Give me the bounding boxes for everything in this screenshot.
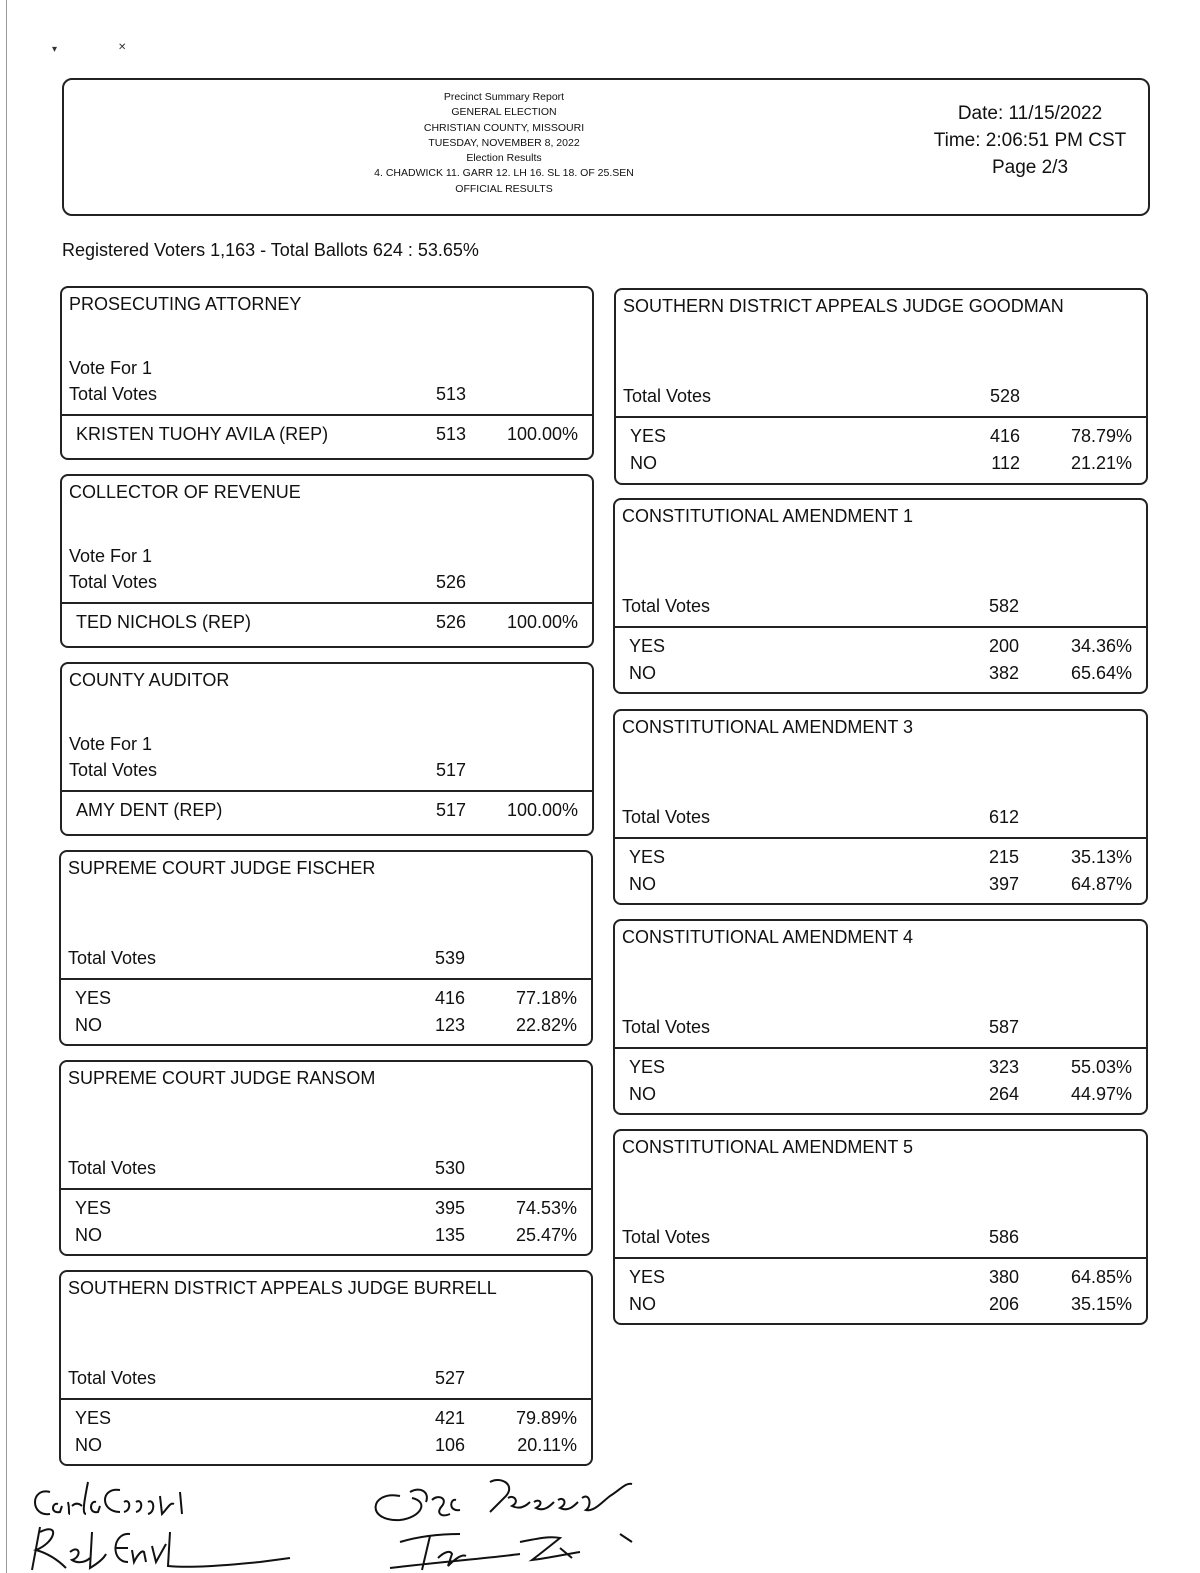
- choice-percent: 100.00%: [506, 424, 578, 444]
- choice-votes: 206: [988, 1294, 1019, 1314]
- choice-percent: 77.18%: [515, 988, 577, 1008]
- choice-row: [629, 1267, 1132, 1293]
- choice-label: YES: [75, 1198, 112, 1218]
- choice-percent: 65.64%: [1070, 663, 1132, 683]
- signatures: [20, 1462, 660, 1573]
- choice-row: [75, 1435, 577, 1461]
- choice-row: [629, 663, 1132, 689]
- divider: [59, 1398, 593, 1400]
- choice-label: NO: [630, 453, 657, 473]
- choice-row: [76, 612, 578, 638]
- report-title-block: [314, 90, 694, 197]
- race-box-constitutional-amendment-4: [613, 919, 1148, 1115]
- total-votes-value: 528: [989, 386, 1020, 406]
- precinct-list: 4. CHADWICK 11. GARR 12. LH 16. SL 18. OF 25.SEN: [374, 167, 634, 180]
- choice-votes: 200: [988, 636, 1019, 656]
- race-box-supreme-court-judge-ransom: [59, 1060, 593, 1256]
- choice-percent: 74.53%: [515, 1198, 577, 1218]
- signature-3: [376, 1480, 632, 1520]
- choice-label: NO: [75, 1015, 102, 1035]
- choice-row: [75, 988, 577, 1014]
- vote-for-label: Vote For 1: [69, 734, 153, 754]
- choice-row: [630, 426, 1132, 452]
- race-title: COLLECTOR OF REVENUE: [69, 482, 301, 502]
- choice-row: [76, 800, 578, 826]
- choice-votes: 380: [988, 1267, 1019, 1287]
- results-label: Election Results: [466, 152, 542, 165]
- choice-votes: 416: [989, 426, 1020, 446]
- choice-label: YES: [75, 1408, 112, 1428]
- report-header: [62, 78, 1150, 216]
- choice-row: [630, 453, 1132, 479]
- page-number: Page 2/3: [991, 157, 1069, 178]
- divider: [60, 414, 594, 416]
- page-edge: [6, 0, 7, 1573]
- divider: [59, 978, 593, 980]
- race-title: SOUTHERN DISTRICT APPEALS JUDGE BURRELL: [68, 1278, 497, 1298]
- choice-votes: 421: [434, 1408, 465, 1428]
- vote-for-label: Vote For 1: [69, 546, 153, 566]
- choice-votes: 106: [434, 1435, 465, 1455]
- total-votes-label: Total Votes: [622, 1017, 711, 1037]
- choice-votes: 112: [991, 453, 1020, 473]
- choice-votes: 264: [988, 1084, 1019, 1104]
- choice-row: [75, 1015, 577, 1041]
- choice-percent: 55.03%: [1070, 1057, 1132, 1077]
- choice-label: YES: [629, 847, 666, 867]
- choice-label: KRISTEN TUOHY AVILA (REP): [76, 424, 329, 444]
- total-votes-label: Total Votes: [623, 386, 712, 406]
- divider: [59, 1188, 593, 1190]
- total-votes-label: Total Votes: [622, 1227, 711, 1247]
- choice-votes: 395: [434, 1198, 465, 1218]
- total-votes-label: Total Votes: [622, 807, 711, 827]
- choice-percent: 35.13%: [1070, 847, 1132, 867]
- report-meta: [920, 100, 1140, 181]
- choice-label: AMY DENT (REP): [76, 800, 223, 820]
- total-votes-label: Total Votes: [622, 596, 711, 616]
- divider: [613, 1047, 1148, 1049]
- total-votes-value: 539: [434, 948, 465, 968]
- race-box-southern-district-appeals-judge-burrell: [59, 1270, 593, 1466]
- signature-1: [35, 1482, 182, 1514]
- race-title: CONSTITUTIONAL AMENDMENT 4: [622, 927, 914, 947]
- county-name: CHRISTIAN COUNTY, MISSOURI: [423, 121, 585, 134]
- choice-row: [629, 847, 1132, 873]
- report-date: Date: 11/15/2022: [957, 103, 1103, 124]
- choice-label: YES: [75, 988, 112, 1008]
- choice-label: NO: [629, 874, 656, 894]
- total-votes-value: 527: [434, 1368, 465, 1388]
- choice-votes: 513: [435, 424, 466, 444]
- official-label: OFFICIAL RESULTS: [455, 182, 553, 195]
- total-votes-label: Total Votes: [68, 1158, 157, 1178]
- registered-voters-summary: Registered Voters 1,163 - Total Ballots 624 : 53.65%: [62, 240, 479, 260]
- choice-votes: 416: [434, 988, 465, 1008]
- choice-label: TED NICHOLS (REP): [76, 612, 252, 632]
- choice-label: NO: [629, 1294, 656, 1314]
- choice-row: [76, 424, 578, 450]
- choice-percent: 64.87%: [1070, 874, 1132, 894]
- choice-percent: 25.47%: [515, 1225, 577, 1245]
- choice-row: [629, 874, 1132, 900]
- choice-row: [629, 1294, 1132, 1320]
- choice-label: NO: [75, 1225, 102, 1245]
- choice-percent: 20.11%: [517, 1435, 577, 1455]
- race-title: CONSTITUTIONAL AMENDMENT 5: [622, 1137, 914, 1157]
- choice-label: YES: [629, 636, 666, 656]
- race-title: COUNTY AUDITOR: [69, 670, 230, 690]
- divider: [614, 416, 1148, 418]
- election-date: TUESDAY, NOVEMBER 8, 2022: [428, 136, 580, 149]
- choice-votes: 323: [988, 1057, 1019, 1077]
- race-box-supreme-court-judge-fischer: [59, 850, 593, 1046]
- race-box-prosecuting-attorney: [60, 286, 594, 460]
- choice-percent: 34.36%: [1070, 636, 1132, 656]
- scan-mark: ✕: [118, 42, 127, 53]
- choice-percent: 35.15%: [1070, 1294, 1132, 1314]
- divider: [613, 626, 1148, 628]
- choice-votes: 526: [435, 612, 466, 632]
- race-box-county-auditor: [60, 662, 594, 836]
- total-votes-label: Total Votes: [69, 384, 158, 404]
- signature-4: [390, 1534, 632, 1570]
- divider: [60, 602, 594, 604]
- choice-votes: 135: [434, 1225, 465, 1245]
- choice-label: NO: [75, 1435, 102, 1455]
- total-votes-label: Total Votes: [69, 572, 158, 592]
- choice-percent: 100.00%: [506, 612, 578, 632]
- choice-percent: 22.82%: [515, 1015, 577, 1035]
- total-votes-label: Total Votes: [69, 760, 158, 780]
- choice-label: YES: [629, 1267, 666, 1287]
- choice-votes: 517: [435, 800, 466, 820]
- choice-percent: 79.89%: [515, 1408, 577, 1428]
- divider: [613, 1257, 1148, 1259]
- race-box-southern-district-appeals-judge-goodman: [614, 288, 1148, 485]
- choice-label: NO: [629, 1084, 656, 1104]
- total-votes-value: 517: [435, 760, 466, 780]
- report-time: Time: 2:06:51 PM CST: [933, 130, 1127, 151]
- choice-label: YES: [630, 426, 667, 446]
- report-type: Precinct Summary Report: [443, 91, 565, 103]
- choice-percent: 100.00%: [506, 800, 578, 820]
- total-votes-value: 530: [434, 1158, 465, 1178]
- choice-row: [629, 1057, 1132, 1083]
- choice-percent: 44.97%: [1070, 1084, 1132, 1104]
- total-votes-label: Total Votes: [68, 948, 157, 968]
- race-box-constitutional-amendment-5: [613, 1129, 1148, 1325]
- choice-row: [75, 1198, 577, 1224]
- total-votes-value: 513: [435, 384, 466, 404]
- choice-label: YES: [629, 1057, 666, 1077]
- race-title: SUPREME COURT JUDGE RANSOM: [68, 1068, 376, 1088]
- total-votes-value: 582: [988, 596, 1019, 616]
- total-votes-label: Total Votes: [68, 1368, 157, 1388]
- choice-row: [629, 636, 1132, 662]
- race-box-constitutional-amendment-3: [613, 709, 1148, 905]
- race-title: SOUTHERN DISTRICT APPEALS JUDGE GOODMAN: [623, 296, 1064, 316]
- choice-percent: 78.79%: [1070, 426, 1132, 446]
- total-votes-value: 526: [435, 572, 466, 592]
- divider: [613, 837, 1148, 839]
- choice-votes: 123: [434, 1015, 465, 1035]
- choice-percent: 64.85%: [1070, 1267, 1132, 1287]
- race-box-constitutional-amendment-1: [613, 498, 1148, 694]
- race-title: SUPREME COURT JUDGE FISCHER: [68, 858, 376, 878]
- total-votes-value: 586: [988, 1227, 1019, 1247]
- choice-label: NO: [629, 663, 656, 683]
- choice-row: [75, 1225, 577, 1251]
- election-name: GENERAL ELECTION: [451, 106, 557, 119]
- choice-row: [75, 1408, 577, 1434]
- choice-votes: 215: [988, 847, 1019, 867]
- choice-percent: 21.21%: [1070, 453, 1132, 473]
- race-title: CONSTITUTIONAL AMENDMENT 1: [622, 506, 914, 526]
- total-votes-value: 587: [988, 1017, 1019, 1037]
- race-box-collector-of-revenue: [60, 474, 594, 648]
- choice-votes: 397: [988, 874, 1019, 894]
- divider: [60, 790, 594, 792]
- signature-2: [32, 1527, 290, 1570]
- race-title: CONSTITUTIONAL AMENDMENT 3: [622, 717, 914, 737]
- race-title: PROSECUTING ATTORNEY: [69, 294, 302, 314]
- choice-votes: 382: [988, 663, 1019, 683]
- total-votes-value: 612: [988, 807, 1019, 827]
- choice-row: [629, 1084, 1132, 1110]
- scan-mark: ▾: [52, 44, 58, 55]
- vote-for-label: Vote For 1: [69, 358, 153, 378]
